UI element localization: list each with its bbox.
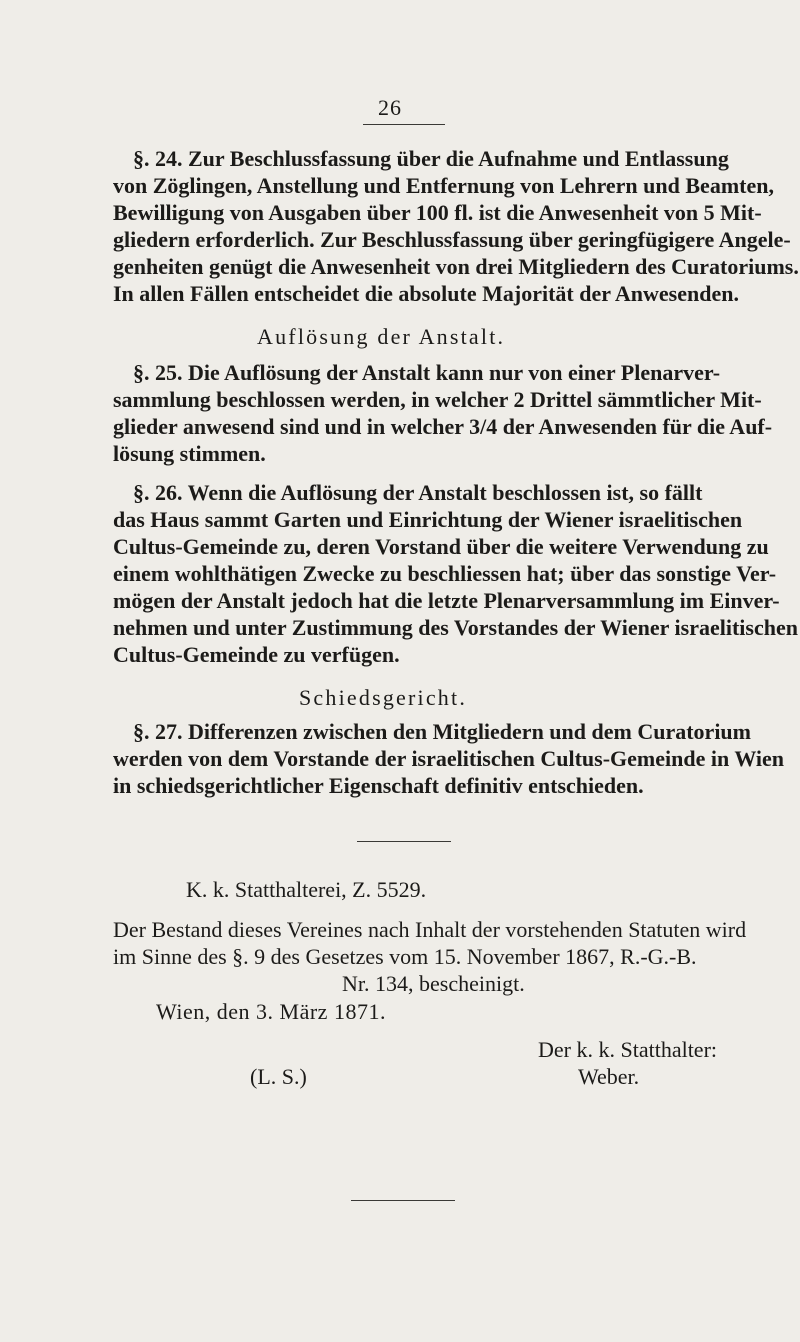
p25-line-3: glieder anwesend sind und in welcher 3/4 der Anwesenden für die Auf- bbox=[113, 414, 773, 439]
p26-line-1: §. 26. Wenn die Auflösung der Anstalt beschlossen ist, so fällt bbox=[133, 480, 703, 505]
p26-line-7: Cultus-Gemeinde zu verfügen. bbox=[113, 642, 400, 667]
approval-line-3: Nr. 134, bescheinigt. bbox=[342, 971, 525, 996]
p26-line-2: das Haus sammt Garten und Einrichtung der Wiener israelitischen bbox=[113, 507, 743, 532]
p27-line-1: §. 27. Differenzen zwischen den Mitgliedern und dem Curatorium bbox=[133, 719, 751, 744]
seal-mark: (L. S.) bbox=[250, 1064, 307, 1089]
p24-line-1: §. 24. Zur Beschlussfassung über die Aufnahme und Entlassung bbox=[133, 146, 729, 171]
p27-line-3: in schiedsgerichtlicher Eigenschaft definitiv entschieden. bbox=[113, 773, 644, 798]
closing-rule bbox=[351, 1200, 455, 1201]
p25-line-4: lösung stimmen. bbox=[113, 441, 266, 466]
p24-line-5: genheiten genügt die Anwesenheit von drei Mitgliedern des Curatoriums. bbox=[113, 254, 799, 279]
heading-dissolution: Auflösung der Anstalt. bbox=[257, 324, 506, 349]
heading-arbitration: Schiedsgericht. bbox=[299, 685, 468, 710]
signatory-title: Der k. k. Statthalter: bbox=[538, 1037, 718, 1062]
p27-line-2: werden von dem Vorstande der israelitischen Cultus-Gemeinde in Wien bbox=[113, 746, 785, 771]
p25-line-1: §. 25. Die Auflösung der Anstalt kann nur von einer Plenarver- bbox=[133, 360, 721, 385]
signatory-name: Weber. bbox=[578, 1064, 640, 1089]
p26-line-4: einem wohlthätigen Zwecke zu beschliessen hat; über das sonstige Ver- bbox=[113, 561, 777, 586]
p26-line-5: mögen der Anstalt jedoch hat die letzte Plenarversammlung im Einver- bbox=[113, 588, 780, 613]
approval-line-2: im Sinne des §. 9 des Gesetzes vom 15. November 1867, R.-G.-B. bbox=[113, 944, 697, 969]
p24-line-2: von Zöglingen, Anstellung und Entfernung von Lehrern und Beamten, bbox=[113, 173, 774, 198]
page-number-rule bbox=[363, 124, 445, 125]
approval-office: K. k. Statthalterei, Z. 5529. bbox=[186, 877, 427, 902]
p26-line-3: Cultus-Gemeinde zu, deren Vorstand über die weitere Verwendung zu bbox=[113, 534, 769, 559]
p26-line-6: nehmen und unter Zustimmung des Vorstandes der Wiener israelitischen bbox=[113, 615, 798, 640]
approval-line-1: Der Bestand dieses Vereines nach Inhalt der vorstehenden Statuten wird bbox=[113, 917, 747, 942]
approval-place-date: Wien, den 3. März 1871. bbox=[156, 999, 386, 1024]
p24-line-6: In allen Fällen entscheidet die absolute Majorität der Anwesenden. bbox=[113, 281, 739, 306]
section-divider bbox=[357, 841, 451, 842]
page-number: 26 bbox=[378, 95, 402, 120]
p24-line-4: gliedern erforderlich. Zur Beschlussfassung über geringfügigere Angele- bbox=[113, 227, 791, 252]
p24-line-3: Bewilligung von Ausgaben über 100 fl. ist die Anwesenheit von 5 Mit- bbox=[113, 200, 762, 225]
p25-line-2: sammlung beschlossen werden, in welcher 2 Drittel sämmtlicher Mit- bbox=[113, 387, 762, 412]
